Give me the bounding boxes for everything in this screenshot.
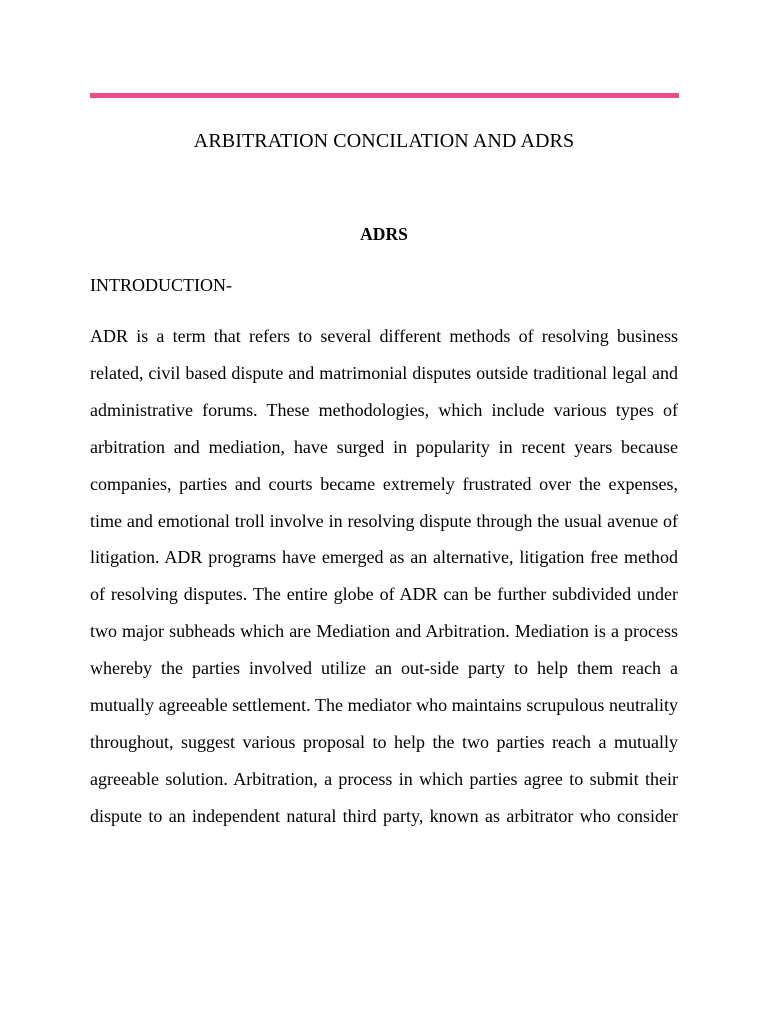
body-paragraph: ADR is a term that refers to several different methods of resolving business related, civil based dispute and matrimonial disputes outside traditional legal and administrative forums. These methodologies, which include various types of arbitration and mediation, have surged in popularity in recent years because companies, parties and courts became extremely frustrated over the expenses, time and emotional troll involve in resolving dispute through the usual avenue of litigation. ADR programs have emerged as an alternative, litigation free method of resolving disputes. The entire globe of ADR can be further subdivided under two major subheads which are Mediation and Arbitration. Mediation is a process whereby the parties involved utilize an out-side party to help them reach a mutually agreeable settlement. The mediator who maintains scrupulous neutrality throughout, suggest various proposal to help the two parties reach a mutually agreeable solution. Arbitration, a process in which parties agree to submit their dispute to an independent natural third party, known as arbitrator who consider [90,326,678,826]
header-rule [90,93,679,98]
document-title: ARBITRATION CONCILATION AND ADRS [193,130,575,152]
section-heading: ADRS [360,224,408,244]
introduction-label: INTRODUCTION- [90,275,232,295]
